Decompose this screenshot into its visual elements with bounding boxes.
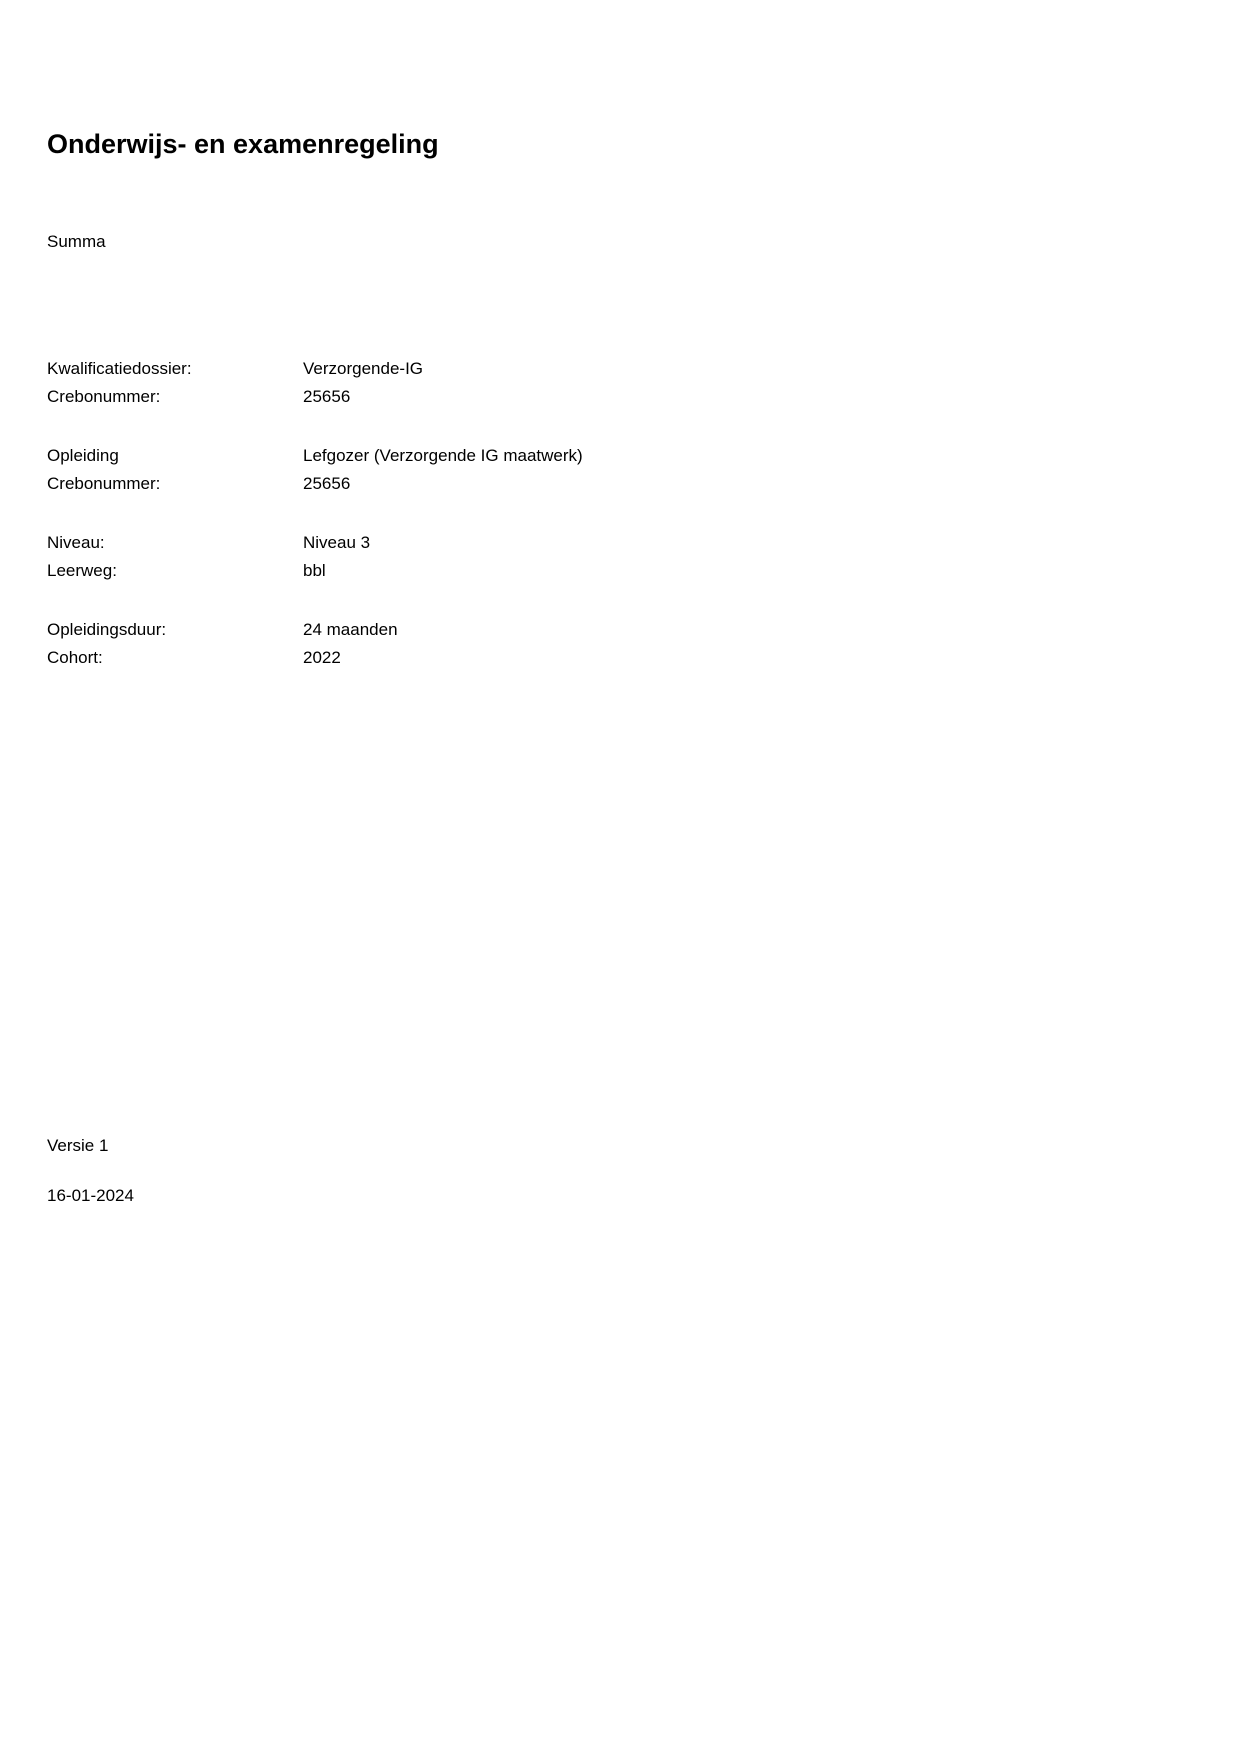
document-title: Onderwijs- en examenregeling bbox=[47, 129, 439, 159]
row-label: Niveau: bbox=[47, 533, 105, 552]
row-label: Opleidingsduur: bbox=[47, 620, 167, 639]
version-label: Versie 1 bbox=[47, 1136, 109, 1155]
row-label: Crebonummer: bbox=[47, 474, 161, 493]
row-value: 25656 bbox=[303, 474, 351, 493]
row-label: Crebonummer: bbox=[47, 387, 161, 406]
table-row bbox=[47, 557, 583, 585]
table-row bbox=[47, 616, 583, 644]
date-label: 16-01-2024 bbox=[47, 1186, 134, 1205]
row-value: Niveau 3 bbox=[303, 533, 371, 552]
row-label: Leerweg: bbox=[47, 561, 117, 580]
row-label: Opleiding bbox=[47, 446, 119, 465]
table-row bbox=[47, 529, 583, 557]
table-row bbox=[47, 383, 583, 411]
table-row bbox=[47, 644, 583, 672]
row-value: 2022 bbox=[303, 648, 341, 667]
table-row bbox=[47, 470, 583, 498]
row-value: Verzorgende-IG bbox=[303, 359, 424, 378]
row-value: Lefgozer (Verzorgende IG maatwerk) bbox=[303, 446, 583, 465]
row-label: Kwalificatiedossier: bbox=[47, 359, 192, 378]
table-row bbox=[47, 442, 583, 470]
organization-name: Summa bbox=[47, 232, 106, 251]
row-label: Cohort: bbox=[47, 648, 103, 667]
qualification-info-table bbox=[47, 355, 583, 672]
row-value: 24 maanden bbox=[303, 620, 398, 639]
row-value: bbl bbox=[303, 561, 326, 580]
row-value: 25656 bbox=[303, 387, 351, 406]
table-row bbox=[47, 355, 583, 383]
